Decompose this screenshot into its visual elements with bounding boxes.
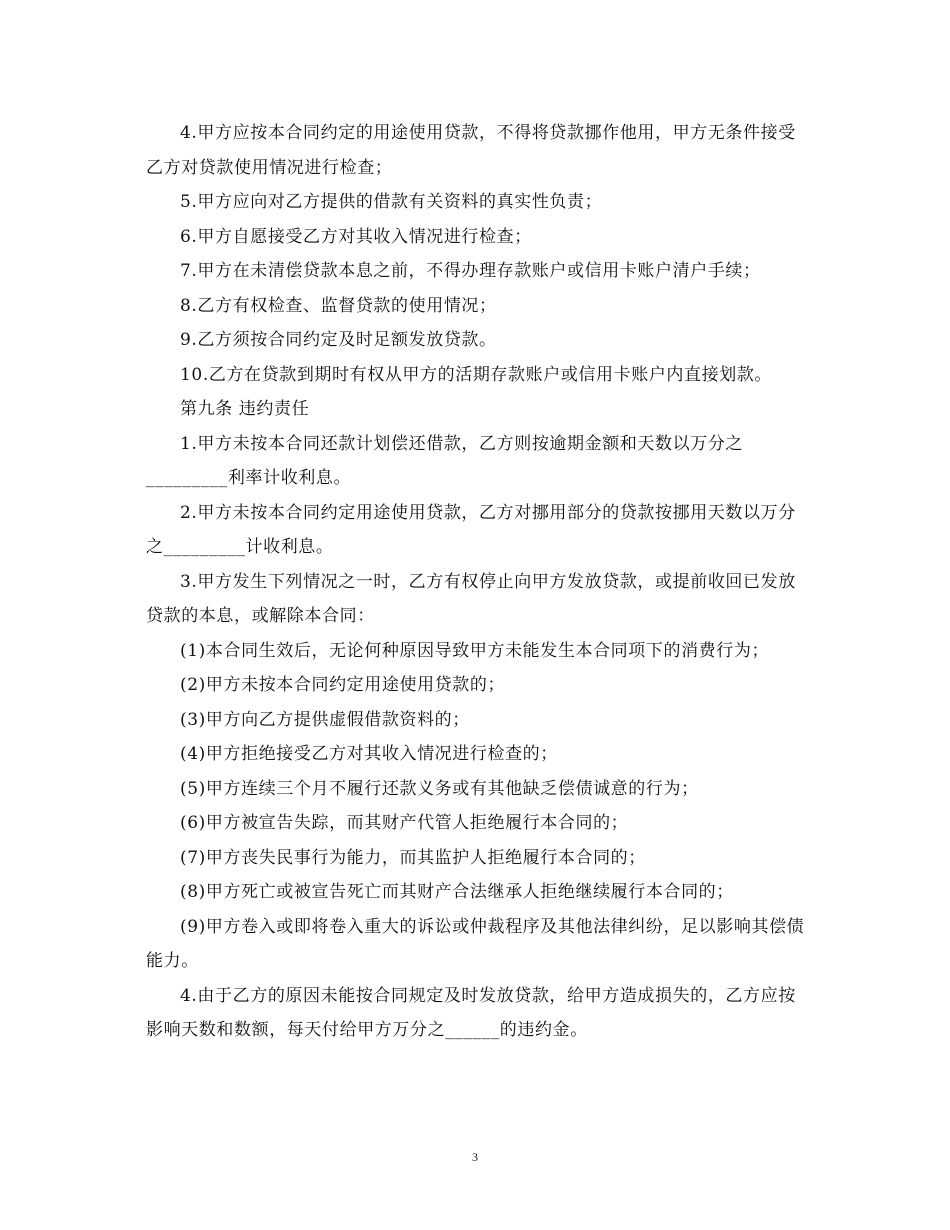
clause-9-item-3: 3.甲方发生下列情况之一时，乙方有权停止向甲方发放贷款，或提前收回已发放贷款的本息，或解除本合同： — [146, 571, 796, 626]
sub-item-4: (4)甲方拒绝接受乙方对其收入情况进行检查的； — [180, 744, 558, 764]
sub-item-3: (3)甲方向乙方提供虚假借款资料的； — [180, 709, 470, 730]
clause-9-item-4: 4.由于乙方的原因未能按合同规定及时发放贷款，给甲方造成损失的，乙方应按影响天数和数额，每天付给甲方万分之______的违约金。 — [146, 985, 796, 1040]
sub-item-8: (8)甲方死亡或被宣告死亡而其财产合法继承人拒绝继续履行本合同的； — [180, 882, 734, 902]
sub-item-7: (7)甲方丧失民事行为能力，而其监护人拒绝履行本合同的； — [180, 847, 646, 868]
document-body — [146, 116, 806, 1048]
clause-8-item-9: 9.乙方须按合同约定及时足额发放贷款。 — [180, 330, 497, 350]
page-number: 3 — [472, 1150, 478, 1164]
sub-item-5: (5)甲方连续三个月不履行还款义务或有其他缺乏偿债诚意的行为； — [180, 778, 699, 799]
clause-9-item-1: 1.甲方未按本合同还款计划偿还借款，乙方则按逾期金额和天数以万分之_________利率计收利息。 — [146, 433, 744, 488]
sub-item-1: (1)本合同生效后，无论何种原因导致甲方未能发生本合同项下的消费行为； — [180, 640, 770, 661]
sub-item-2: (2)甲方未按本合同约定用途使用贷款的； — [180, 675, 506, 695]
clause-8-item-4: 4.甲方应按本合同约定的用途使用贷款，不得将贷款挪作他用，甲方无条件接受乙方对贷款使用情况进行检查； — [146, 123, 796, 178]
clause-8-item-8: 8.乙方有权检查、监督贷款的使用情况； — [180, 295, 497, 316]
clause-8-item-5: 5.甲方应向对乙方提供的借款有关资料的真实性负责； — [180, 192, 603, 212]
clause-8-item-6: 6.甲方自愿接受乙方对其收入情况进行检查； — [180, 226, 532, 247]
section-heading-article-9: 第九条 违约责任 — [180, 399, 310, 419]
clause-8-item-10: 10.乙方在贷款到期时有权从甲方的活期存款账户或信用卡账户内直接划款。 — [180, 364, 773, 385]
clause-8-item-7: 7.甲方在未清偿贷款本息之前，不得办理存款账户或信用卡账户清户手续； — [180, 261, 761, 281]
sub-item-6: (6)甲方被宣告失踪，而其财产代管人拒绝履行本合同的； — [180, 813, 629, 833]
clause-9-item-2: 2.甲方未按本合同约定用途使用贷款，乙方对挪用部分的贷款按挪用天数以万分之_________计收利息。 — [146, 502, 796, 557]
sub-item-9: (9)甲方卷入或即将卷入重大的诉讼或仲裁程序及其他法律纠纷，足以影响其偿债能力。 — [146, 916, 805, 971]
